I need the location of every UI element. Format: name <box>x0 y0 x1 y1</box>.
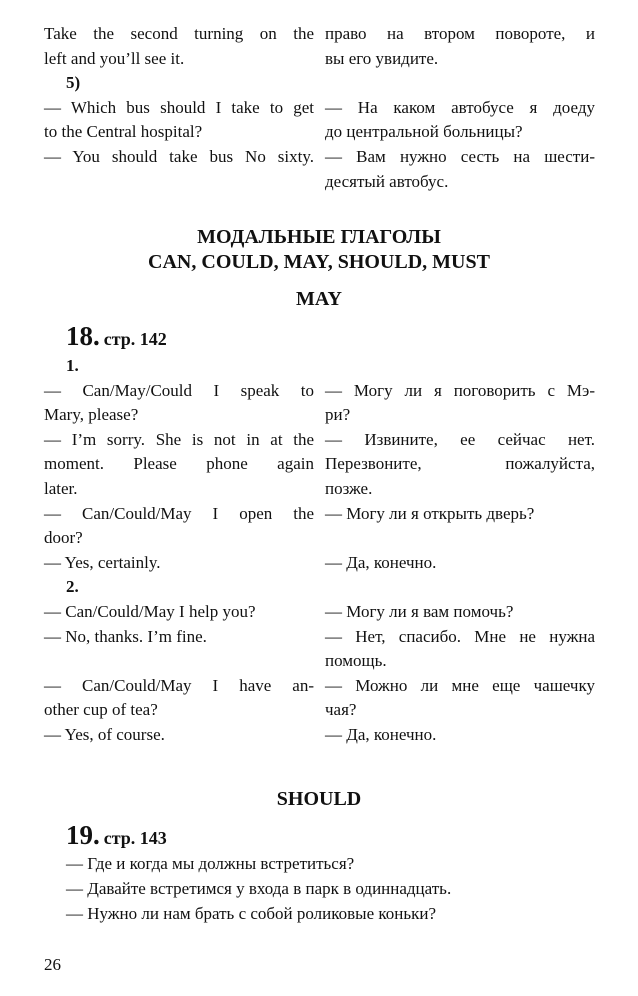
russian-line: Перезвоните, пожалуйста, <box>325 454 595 474</box>
exercise-18-heading <box>66 321 167 352</box>
english-line: — Can/Could/May I have an- <box>44 675 314 695</box>
russian-line: — Извините, ее сейчас нет. <box>325 429 595 449</box>
russian-line: — Да, конечно. <box>325 725 437 744</box>
dialogue-number: 5) <box>66 73 81 93</box>
english-line: — Can/Could/May I help you? <box>44 602 256 621</box>
exercise-19-line: — Нужно ли нам брать с собой роликовые коньки? <box>66 904 437 923</box>
page-number: 26 <box>44 955 61 974</box>
russian-line: чая? <box>325 700 357 720</box>
english-line: to the Central hospital? <box>44 122 203 142</box>
exercise-19-heading <box>66 820 167 851</box>
russian-line: вы его увидите. <box>325 48 439 68</box>
russian-line: — Вам нужно сесть на шести- <box>325 147 595 166</box>
subheading-may: MAY <box>296 288 342 310</box>
english-line: other cup of tea? <box>44 700 158 720</box>
russian-line: — Нет, спасибо. Мне не нужна <box>325 626 595 646</box>
english-line: — No, thanks. I’m fine. <box>44 626 207 646</box>
exercise-19-page-ref: стр. 143 <box>103 828 167 848</box>
exercise-19-line: — Где и когда мы должны встретиться? <box>66 854 355 873</box>
english-line: — You should take bus No sixty. <box>44 147 314 166</box>
english-line: later. <box>44 479 78 498</box>
english-line: — Yes, certainly. <box>44 552 161 572</box>
russian-line: — На каком автобусе я доеду <box>325 97 595 117</box>
english-line: Take the second turning on the <box>44 24 314 43</box>
russian-line: позже. <box>325 479 373 498</box>
english-line: door? <box>44 528 83 548</box>
english-line: — Yes, of course. <box>44 725 165 744</box>
section-title-line1: МОДАЛЬНЫЕ ГЛАГОЛЫ <box>197 226 441 248</box>
english-line: — I’m sorry. She is not in at the <box>44 429 314 449</box>
russian-line: — Могу ли я вам помочь? <box>325 602 514 621</box>
russian-line: — Могу ли я поговорить с Мэ- <box>325 380 595 400</box>
exercise-18-number: 18. <box>66 321 100 351</box>
english-line: left and you’ll see it. <box>44 48 185 68</box>
russian-line: — Да, конечно. <box>325 552 437 572</box>
russian-line: ри? <box>325 405 351 425</box>
russian-line: — Могу ли я открыть дверь? <box>325 503 535 523</box>
russian-line: — Можно ли мне еще чашечку <box>325 675 595 695</box>
english-line: moment. Please phone again <box>44 454 314 474</box>
dialogue-number: 2. <box>66 577 79 597</box>
russian-line: помощь. <box>325 651 387 671</box>
english-line: — Which bus should I take to get <box>44 97 314 117</box>
exercise-18-page-ref: стр. 142 <box>103 329 167 349</box>
russian-line: десятый автобус. <box>325 171 449 191</box>
english-line: — Can/Could/May I open the <box>44 503 314 523</box>
section-title-line2: CAN, COULD, MAY, SHOULD, MUST <box>148 251 490 273</box>
russian-line: право на втором повороте, и <box>325 24 595 43</box>
exercise-19-line: — Давайте встретимся у входа в парк в одиннадцать. <box>66 879 452 898</box>
english-line: — Can/May/Could I speak to <box>44 380 314 400</box>
russian-line: до центральной больницы? <box>325 122 523 142</box>
exercise-19-number: 19. <box>66 820 100 850</box>
english-line: Mary, please? <box>44 405 139 425</box>
dialogue-number: 1. <box>66 356 79 375</box>
subheading-should: SHOULD <box>276 788 362 810</box>
